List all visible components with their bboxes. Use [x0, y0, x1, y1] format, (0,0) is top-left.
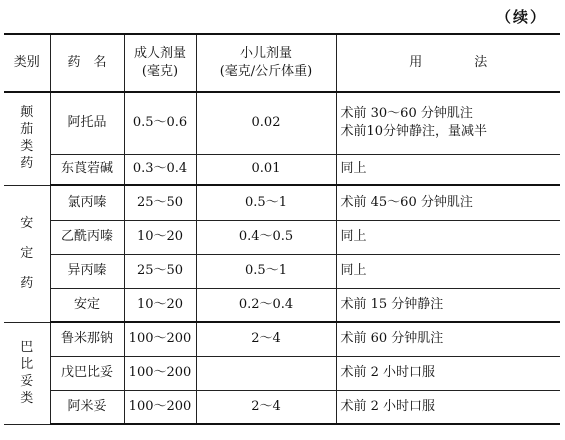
usage-cell: [336, 154, 560, 185]
child-dose: 2～4: [196, 390, 336, 424]
drug-name: 阿托品: [50, 92, 124, 154]
adult-dose: 10～20: [124, 288, 196, 322]
usage-cell: [336, 390, 560, 424]
table-row: [4, 254, 560, 288]
child-dose: 2～4: [196, 322, 336, 356]
drug-name: 鲁米那钠: [50, 322, 124, 356]
table-row: [4, 92, 560, 154]
table-row: [4, 390, 560, 424]
header-child-line1: 小儿剂量: [239, 46, 292, 61]
adult-dose: 100～200: [124, 322, 196, 356]
header-child-line2: (毫克/公斤体重): [219, 64, 313, 79]
usage-line: 术前10分钟静注，量减半: [340, 124, 488, 140]
child-dose: 0.4～0.5: [196, 220, 336, 254]
table-row: [4, 185, 560, 220]
header-row: [4, 34, 560, 92]
drug-name: 安定: [50, 288, 124, 322]
adult-dose: 0.3～0.4: [124, 154, 196, 185]
usage-line: 术前 60 分钟肌注: [340, 331, 444, 347]
table-row: [4, 288, 560, 322]
drug-name: 异丙嗪: [50, 254, 124, 288]
continued-label: （续）: [495, 8, 547, 26]
usage-line: 术前 45～60 分钟肌注: [340, 194, 473, 210]
header-adult-dose: [124, 34, 196, 92]
adult-dose: 0.5～0.6: [124, 92, 196, 154]
usage-cell: [336, 288, 560, 322]
category-label: 颠茄类药: [20, 105, 34, 172]
usage-line: 同上: [340, 229, 367, 244]
child-dose: 0.5～1: [196, 185, 336, 220]
adult-dose: 100～200: [124, 390, 196, 424]
adult-dose: 25～50: [124, 254, 196, 288]
child-dose: 0.01: [196, 154, 336, 185]
table-row: [4, 356, 560, 390]
category-cell: [4, 185, 50, 322]
child-dose: 0.2～0.4: [196, 288, 336, 322]
drug-name: 氯丙嗪: [50, 185, 124, 220]
usage-line: 术前 30～60 分钟肌注: [340, 106, 473, 122]
usage-cell: [336, 220, 560, 254]
usage-cell: [336, 92, 560, 154]
header-category: 类别: [4, 34, 50, 92]
usage-line: 术前 15 分钟静注: [340, 296, 444, 312]
usage-line: 同上: [340, 263, 367, 278]
header-adult-line2: (毫克): [141, 64, 179, 79]
usage-line: 术前 2 小时口服: [340, 365, 436, 380]
adult-dose: 10～20: [124, 220, 196, 254]
table-row: [4, 322, 560, 356]
usage-cell: [336, 322, 560, 356]
table-row: [4, 220, 560, 254]
child-dose: [196, 356, 336, 390]
usage-line: 术前 2 小时口服: [340, 398, 436, 414]
category-cell: [4, 92, 50, 185]
child-dose: 0.5～1: [196, 254, 336, 288]
adult-dose: 25～50: [124, 185, 196, 220]
category-cell: [4, 322, 50, 424]
category-label: 安定药: [20, 215, 34, 291]
category-label: 巴比妥类: [20, 339, 34, 406]
table-row: [4, 154, 560, 185]
adult-dose: 100～200: [124, 356, 196, 390]
header-name: 药 名: [50, 34, 124, 92]
header-child-dose: [196, 34, 336, 92]
usage-line: 同上: [340, 161, 367, 177]
drug-name: 戊巴比妥: [50, 356, 124, 390]
drug-name: 乙酰丙嗪: [50, 220, 124, 254]
drug-name: 东莨菪碱: [50, 154, 124, 185]
header-usage: 用 法: [336, 34, 560, 92]
usage-cell: [336, 356, 560, 390]
child-dose: 0.02: [196, 92, 336, 154]
header-adult-line1: 成人剂量: [133, 46, 186, 61]
anesthesia-premedication-table: [4, 33, 560, 425]
usage-cell: [336, 254, 560, 288]
usage-cell: [336, 185, 560, 220]
drug-name: 阿米妥: [50, 390, 124, 424]
